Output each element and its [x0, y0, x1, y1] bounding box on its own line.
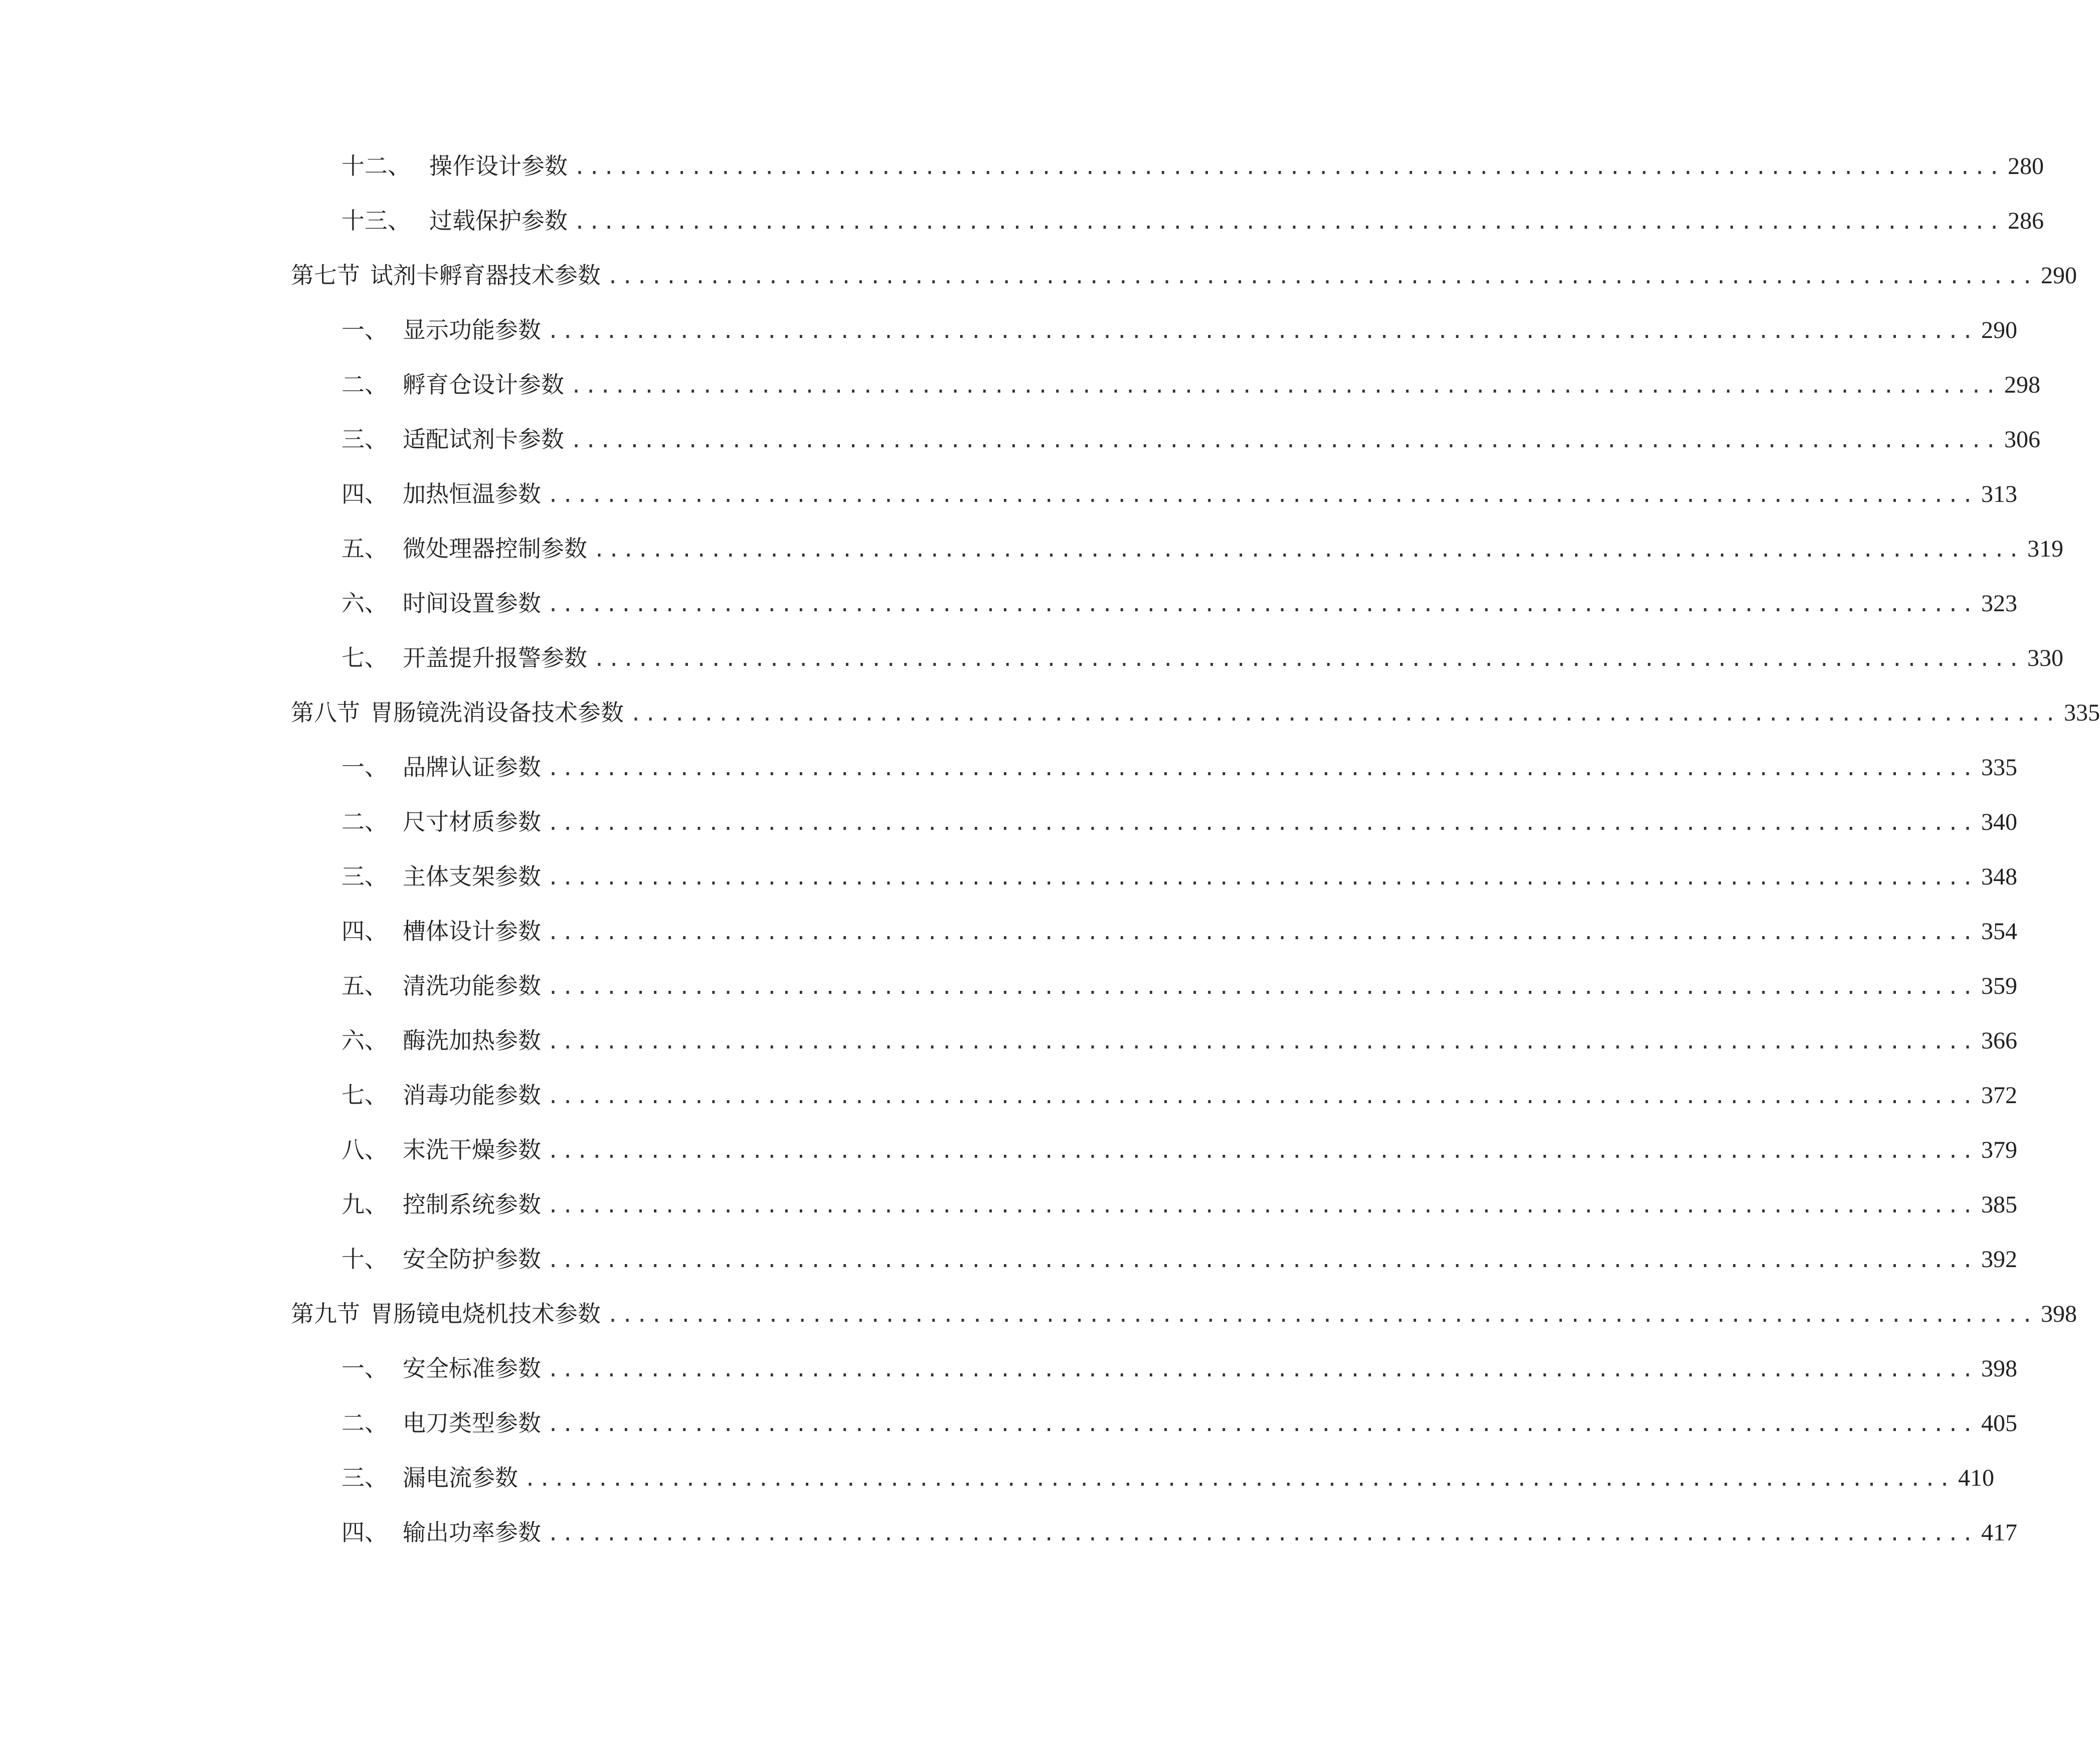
- toc-entry-page: 405: [1981, 1410, 2018, 1437]
- toc-entry-title: 操作设计参数: [429, 152, 568, 180]
- toc-entry[interactable]: [341, 914, 2018, 949]
- toc-entry-title: 孵育仓设计参数: [403, 371, 564, 398]
- toc-entry-page: 280: [2008, 153, 2044, 180]
- dot-leader: ..................................................................................................: [547, 921, 1977, 944]
- toc-entry-page: 372: [1981, 1082, 2018, 1109]
- toc-entry-number: 三、: [341, 426, 388, 453]
- dot-leader: ..................................................................................................: [607, 1304, 2036, 1327]
- toc-section-title: 试剂卡孵育器技术参数: [370, 262, 601, 289]
- dot-leader: ..................................................................................................: [547, 1522, 1977, 1545]
- toc-entry[interactable]: [341, 1187, 2018, 1222]
- dot-leader: ..................................................................................................: [574, 211, 2003, 234]
- toc-entry-page: 323: [1981, 590, 2018, 617]
- toc-entry[interactable]: [341, 1078, 2018, 1113]
- toc-section-entry[interactable]: [291, 1296, 2077, 1331]
- toc-entry-title: 末洗干燥参数: [403, 1136, 541, 1163]
- dot-leader: ..................................................................................................: [547, 1030, 1977, 1053]
- toc-entry-page: 410: [1958, 1465, 1995, 1491]
- toc-entry-page: 385: [1981, 1191, 2018, 1218]
- toc-entry-page: 392: [1981, 1246, 2018, 1273]
- toc-entry[interactable]: [341, 1405, 2018, 1441]
- toc-entry-title: 电刀类型参数: [403, 1410, 541, 1437]
- toc-entry-title: 漏电流参数: [403, 1464, 518, 1491]
- toc-entry-page: 366: [1981, 1027, 2018, 1054]
- dot-leader: ..................................................................................................: [547, 1140, 1977, 1163]
- toc-entry-page: 354: [1981, 918, 2018, 945]
- toc-entry[interactable]: [341, 750, 2018, 785]
- toc-entry-page: 379: [1981, 1137, 2018, 1163]
- dot-leader: ..................................................................................................: [547, 757, 1977, 780]
- toc-entry-title: 过载保护参数: [429, 207, 568, 234]
- toc-section-entry[interactable]: [291, 258, 2077, 293]
- dot-leader: ..................................................................................................: [547, 1085, 1977, 1108]
- toc-entry-number: 四、: [341, 1519, 388, 1546]
- toc-entry-number: 二、: [341, 808, 388, 835]
- toc-entry-title: 控制系统参数: [403, 1191, 541, 1218]
- toc-entry[interactable]: [341, 531, 2064, 566]
- toc-entry-title: 适配试剂卡参数: [403, 426, 564, 453]
- toc-entry[interactable]: [341, 640, 2064, 675]
- dot-leader: ..................................................................................................: [630, 702, 2059, 726]
- toc-entry-page: 313: [1981, 481, 2018, 507]
- toc-entry-title: 主体支架参数: [403, 863, 541, 890]
- toc-entry-title: 酶洗加热参数: [403, 1027, 541, 1054]
- toc-entry-title: 安全标准参数: [403, 1355, 541, 1382]
- toc-entry-page: 330: [2027, 645, 2064, 671]
- toc-entry-number: 七、: [341, 644, 388, 671]
- toc-section-number: 第九节: [291, 1300, 360, 1327]
- toc-entry-title: 槽体设计参数: [403, 918, 541, 945]
- toc-entry-number: 三、: [341, 863, 388, 890]
- toc-entry-title: 加热恒温参数: [403, 480, 541, 507]
- toc-entry-title: 安全防护参数: [403, 1246, 541, 1273]
- toc-entry-title: 尺寸材质参数: [403, 808, 541, 835]
- dot-leader: ..................................................................................................: [574, 156, 2003, 179]
- toc-entry-page: 306: [2004, 426, 2041, 453]
- toc-entry[interactable]: [341, 148, 2044, 184]
- dot-leader: ..................................................................................................: [547, 1194, 1977, 1217]
- toc-entry-number: 二、: [341, 1410, 388, 1437]
- dot-leader: ..................................................................................................: [547, 1249, 1977, 1272]
- toc-entry[interactable]: [341, 1460, 1995, 1495]
- toc-entry[interactable]: [341, 586, 2018, 621]
- toc-entry-number: 二、: [341, 371, 388, 398]
- toc-entry-number: 四、: [341, 918, 388, 945]
- toc-entry-page: 335: [2064, 699, 2100, 726]
- toc-entry-page: 359: [1981, 973, 2018, 999]
- toc-entry[interactable]: [341, 804, 2018, 839]
- toc-entry-number: 三、: [341, 1464, 388, 1491]
- toc-section-number: 第八节: [291, 699, 360, 726]
- toc-entry-number: 四、: [341, 480, 388, 507]
- toc-entry-number: 一、: [341, 1355, 388, 1382]
- toc-entry-number: 七、: [341, 1082, 388, 1109]
- toc-section-number: 第七节: [291, 262, 360, 289]
- toc-entry-page: 340: [1981, 809, 2018, 835]
- toc-entry-page: 348: [1981, 863, 2018, 890]
- toc-entry[interactable]: [341, 367, 2041, 402]
- toc-entry-number: 六、: [341, 590, 388, 617]
- toc-entry-page: 398: [1981, 1355, 2018, 1382]
- toc-entry-title: 开盖提升报警参数: [403, 644, 587, 671]
- toc-entry-number: 十、: [341, 1246, 388, 1273]
- dot-leader: ..................................................................................................: [593, 539, 2023, 562]
- toc-entry-title: 显示功能参数: [403, 316, 541, 343]
- toc-entry-number: 十二、: [341, 152, 411, 180]
- toc-entry-page: 290: [2041, 262, 2077, 289]
- dot-leader: ..................................................................................................: [524, 1468, 1954, 1491]
- toc-section-title: 胃肠镜洗消设备技术参数: [370, 699, 624, 726]
- dot-leader: ..................................................................................................: [547, 593, 1977, 616]
- toc-entry-number: 一、: [341, 316, 388, 343]
- dot-leader: ..................................................................................................: [547, 866, 1977, 890]
- toc-entry[interactable]: [341, 968, 2018, 1003]
- toc-entry-page: 398: [2041, 1301, 2077, 1327]
- toc-entry-number: 十三、: [341, 207, 411, 234]
- toc-entry-title: 消毒功能参数: [403, 1082, 541, 1109]
- dot-leader: ..................................................................................................: [570, 429, 2000, 452]
- toc-entry-page: 417: [1981, 1519, 2018, 1546]
- dot-leader: ..................................................................................................: [593, 648, 2023, 671]
- toc-entry-page: 319: [2027, 536, 2064, 562]
- toc-entry[interactable]: [341, 1515, 2018, 1550]
- toc-section-title: 胃肠镜电烧机技术参数: [370, 1300, 601, 1327]
- toc-entry-page: 286: [2008, 208, 2044, 234]
- toc-entry[interactable]: [341, 1023, 2018, 1058]
- dot-leader: ..................................................................................................: [607, 265, 2036, 288]
- toc-entry-page: 290: [1981, 317, 2018, 343]
- toc-entry-number: 五、: [341, 972, 388, 999]
- dot-leader: ..................................................................................................: [547, 1413, 1977, 1436]
- toc-section-entry[interactable]: [291, 695, 2100, 730]
- dot-leader: ..................................................................................................: [547, 484, 1977, 507]
- dot-leader: ..................................................................................................: [547, 812, 1977, 835]
- dot-leader: ..................................................................................................: [570, 375, 2000, 398]
- toc-entry-page: 335: [1981, 754, 2018, 781]
- toc-entry-page: 298: [2004, 372, 2041, 398]
- toc-entry[interactable]: [341, 859, 2018, 894]
- dot-leader: ..................................................................................................: [547, 976, 1977, 999]
- toc-entry[interactable]: [341, 476, 2018, 511]
- toc-entry-number: 六、: [341, 1027, 388, 1054]
- toc-entry-title: 品牌认证参数: [403, 754, 541, 781]
- toc-entry[interactable]: [341, 422, 2041, 457]
- toc-entry[interactable]: [341, 312, 2018, 347]
- dot-leader: ..................................................................................................: [547, 1358, 1977, 1381]
- toc-entry-title: 时间设置参数: [403, 590, 541, 617]
- dot-leader: ..................................................................................................: [547, 320, 1977, 343]
- toc-entry[interactable]: [341, 1132, 2018, 1167]
- toc-entry[interactable]: [341, 203, 2044, 238]
- toc-entry-number: 一、: [341, 754, 388, 781]
- toc-entry[interactable]: [341, 1351, 2018, 1386]
- toc-entry-title: 输出功率参数: [403, 1519, 541, 1546]
- toc-entry-number: 九、: [341, 1191, 388, 1218]
- toc-entry-title: 清洗功能参数: [403, 972, 541, 999]
- toc-entry-number: 八、: [341, 1136, 388, 1163]
- toc-entry[interactable]: [341, 1242, 2018, 1277]
- toc-entry-number: 五、: [341, 535, 388, 562]
- toc-entry-title: 微处理器控制参数: [403, 535, 587, 562]
